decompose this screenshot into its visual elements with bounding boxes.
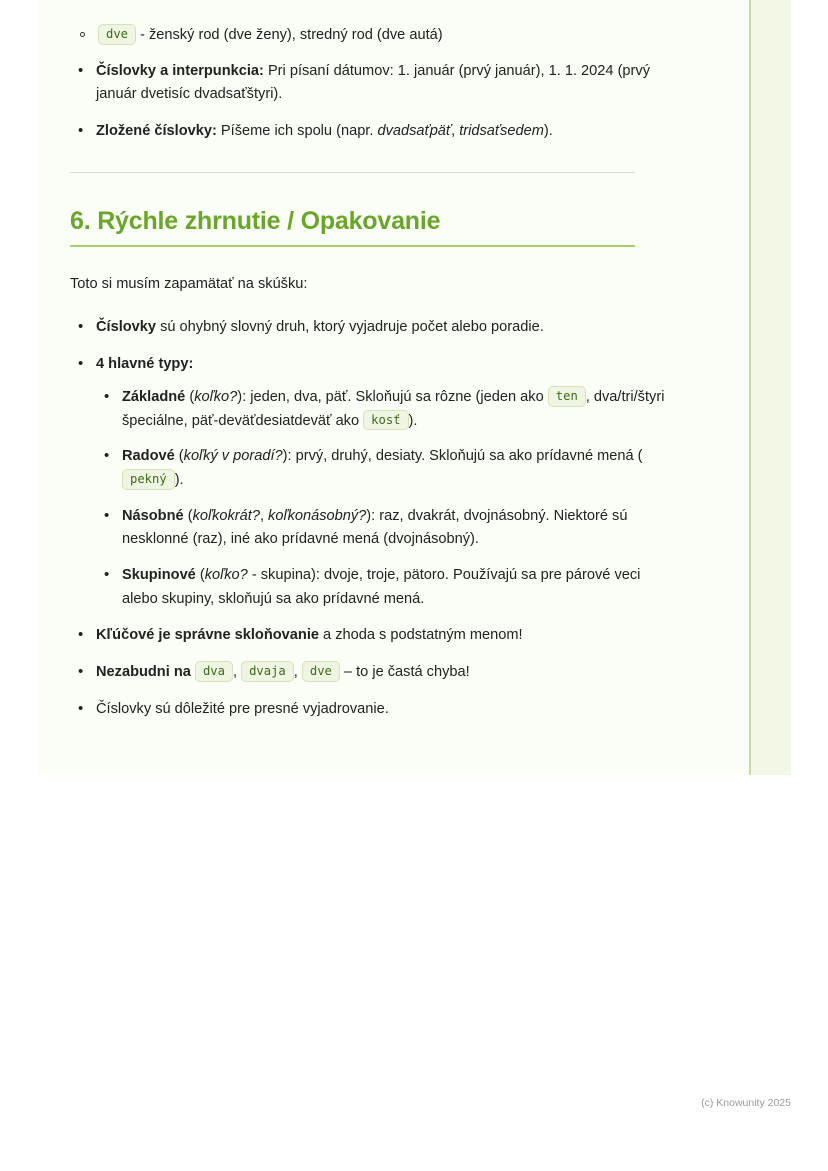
plain-text: Číslovky sú dôležité pre presné vyjadrovanie. bbox=[96, 700, 389, 717]
plain-text: - ženský rod (dve ženy), stredný rod (dve autá) bbox=[136, 27, 443, 43]
list-item bbox=[70, 661, 670, 685]
rich-text bbox=[122, 389, 664, 429]
list-item bbox=[70, 624, 670, 648]
plain-text: ( bbox=[174, 448, 184, 465]
section-divider bbox=[70, 172, 635, 173]
plain-text: ( bbox=[183, 507, 193, 524]
rich-text bbox=[96, 664, 470, 680]
inline-code: ten bbox=[548, 386, 586, 407]
plain-text: ). bbox=[174, 472, 184, 489]
plain-text: ): raz, dvakrát, dvojnásobný. Niektoré sú nesklonné (raz), iné ako prídavné mená (dvojnásobný). bbox=[122, 507, 628, 548]
italic-text: koľko? bbox=[194, 389, 238, 406]
bold-text: Nezabudni na bbox=[96, 663, 191, 680]
bold-text: Základné bbox=[122, 389, 186, 406]
rich-text bbox=[96, 627, 523, 643]
rich-text bbox=[96, 356, 193, 372]
list-item bbox=[96, 505, 670, 552]
plain-text: ( bbox=[195, 567, 205, 584]
list-item bbox=[70, 120, 670, 144]
top-level-list bbox=[70, 60, 670, 144]
rich-text bbox=[96, 319, 544, 335]
italic-text: koľkokrát? bbox=[192, 507, 260, 524]
italic-text: koľkonásobný? bbox=[268, 507, 367, 524]
summary-list bbox=[70, 316, 670, 721]
continued-sublist bbox=[70, 24, 670, 48]
document-page bbox=[37, 0, 791, 775]
rich-text bbox=[96, 123, 553, 139]
list-item bbox=[70, 24, 670, 48]
bold-text: Kľúčové je správne skloňovanie bbox=[96, 627, 319, 644]
list-item bbox=[70, 316, 670, 340]
page-margin-stripe bbox=[749, 0, 791, 775]
document-content bbox=[70, 24, 670, 734]
italic-text: koľký v poradí? bbox=[183, 448, 283, 465]
types-sublist bbox=[96, 386, 670, 611]
bold-text: 4 hlavné typy: bbox=[96, 355, 194, 372]
bold-text: Skupinové bbox=[122, 567, 196, 584]
page-footer: (c) Knowunity 2025 bbox=[701, 1097, 791, 1109]
plain-text: – to je častá chyba! bbox=[339, 663, 470, 680]
list-item bbox=[70, 698, 670, 722]
list-item bbox=[96, 445, 670, 492]
list-item bbox=[70, 353, 670, 612]
rich-text bbox=[122, 508, 627, 548]
plain-text: , bbox=[232, 663, 242, 680]
section-intro: Toto si musím zapamätať na skúšku: bbox=[70, 275, 308, 292]
inline-code: dva bbox=[195, 661, 233, 682]
rich-text bbox=[98, 27, 443, 43]
italic-text: koľko? bbox=[204, 567, 248, 584]
page-title: 6. Rýchle zhrnutie / Opakovanie bbox=[70, 206, 441, 235]
inline-code: pekný bbox=[122, 469, 175, 490]
plain-text: , bbox=[451, 122, 460, 139]
bold-text: Radové bbox=[122, 448, 175, 465]
bold-text: Číslovky a interpunkcia: bbox=[96, 62, 264, 79]
rich-text bbox=[96, 63, 650, 103]
inline-code: dve bbox=[98, 24, 136, 45]
italic-text: tridsaťsedem bbox=[459, 122, 544, 139]
bold-text: Číslovky bbox=[96, 318, 157, 335]
plain-text: - skupina): dvoje, troje, pätoro. Používajú sa pre párové veci alebo skupiny, skloňujú sa ako prídavné mená. bbox=[122, 567, 641, 607]
plain-text: , bbox=[293, 663, 302, 680]
inline-code: dvaja bbox=[241, 661, 294, 682]
plain-text: ): prvý, druhý, desiaty. Skloňujú sa ako prídavné mená ( bbox=[282, 448, 643, 465]
rich-text bbox=[96, 701, 389, 717]
plain-text: , dva/tri/štyri špeciálne, päť-deväťdesiatdeväť ako bbox=[122, 389, 665, 429]
plain-text: sú ohybný slovný druh, ktorý vyjadruje počet alebo poradie. bbox=[156, 318, 544, 335]
inline-code: dve bbox=[302, 661, 340, 682]
plain-text: ). bbox=[408, 412, 418, 429]
plain-text: ): jeden, dva, päť. Skloňujú sa rôzne (jeden ako bbox=[237, 389, 548, 406]
italic-text: dvadsaťpäť bbox=[377, 122, 452, 139]
rich-text bbox=[122, 448, 643, 488]
list-item bbox=[70, 60, 670, 107]
bold-text: Násobné bbox=[122, 507, 184, 524]
title-underline bbox=[70, 245, 635, 247]
plain-text: a zhoda s podstatným menom! bbox=[319, 627, 523, 644]
inline-code: kosť bbox=[363, 410, 408, 431]
plain-text: , bbox=[259, 507, 269, 524]
plain-text: Píšeme ich spolu (napr. bbox=[216, 122, 378, 139]
list-item bbox=[96, 386, 670, 433]
plain-text: Pri písaní dátumov: 1. január (prvý január), 1. 1. 2024 (prvý január dvetisíc dvadsaťštyri). bbox=[96, 62, 650, 103]
list-item bbox=[96, 564, 670, 611]
bold-text: Zložené číslovky: bbox=[96, 122, 217, 139]
plain-text: ( bbox=[185, 389, 195, 406]
rich-text bbox=[122, 567, 640, 607]
plain-text: ). bbox=[543, 122, 553, 139]
